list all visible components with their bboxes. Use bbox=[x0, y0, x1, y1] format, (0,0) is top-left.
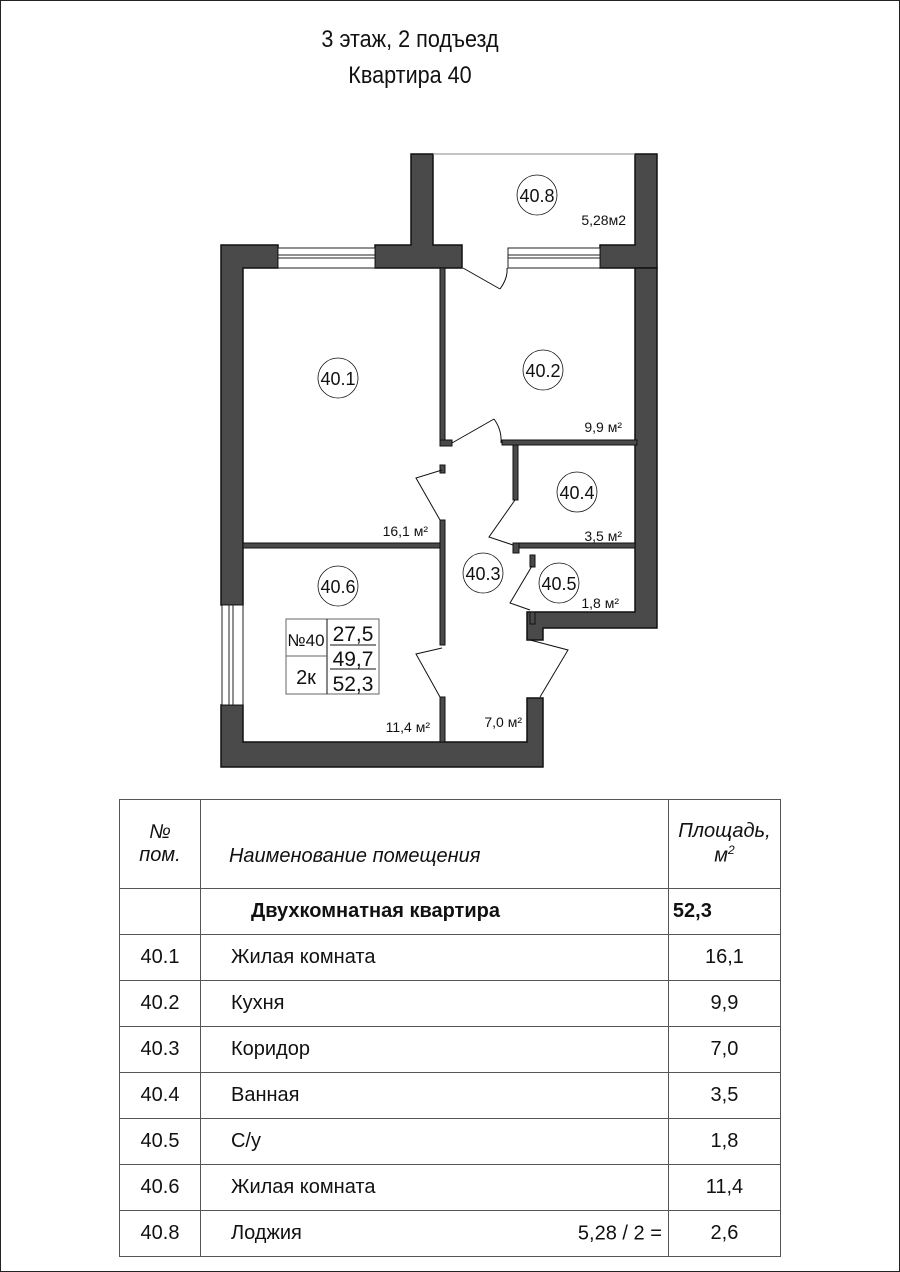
svg-text:40.1: 40.1 bbox=[320, 369, 356, 389]
svg-text:2к: 2к bbox=[296, 667, 316, 689]
room-number: 40.8 bbox=[120, 1211, 201, 1257]
svg-text:16,1 м²: 16,1 м² bbox=[382, 523, 428, 539]
svg-text:№40: №40 bbox=[287, 631, 325, 650]
apartment-total-area: 52,3 bbox=[668, 889, 780, 935]
apartment-stamp bbox=[286, 619, 379, 696]
room-area: 1,8 bbox=[668, 1119, 780, 1165]
room-area: 11,4 bbox=[668, 1165, 780, 1211]
svg-text:27,5: 27,5 bbox=[332, 623, 374, 646]
room-area: 3,5 bbox=[668, 1073, 780, 1119]
table-row bbox=[120, 1073, 781, 1119]
svg-text:1,8 м²: 1,8 м² bbox=[581, 595, 619, 611]
table-row bbox=[120, 1165, 781, 1211]
svg-text:40.2: 40.2 bbox=[525, 361, 561, 381]
header-room-name: Наименование помещения bbox=[200, 800, 668, 889]
svg-text:40.3: 40.3 bbox=[465, 564, 501, 584]
room-name: С/у bbox=[200, 1119, 668, 1165]
room-40-5 bbox=[539, 563, 619, 611]
table-header-row bbox=[120, 800, 781, 889]
room-40-8 bbox=[517, 175, 626, 228]
room-area-table bbox=[119, 799, 781, 1257]
room-name: Кухня bbox=[200, 981, 668, 1027]
room-name: Коридор bbox=[200, 1027, 668, 1073]
svg-text:49,7: 49,7 bbox=[332, 648, 374, 671]
apartment-title: Квартира 40 bbox=[348, 62, 472, 89]
room-number: 40.6 bbox=[120, 1165, 201, 1211]
apartment-type: Двухкомнатная квартира bbox=[200, 889, 668, 935]
doors bbox=[416, 268, 568, 697]
area-formula: 5,28 / 2 = bbox=[577, 1222, 662, 1244]
room-40-1 bbox=[318, 358, 428, 539]
room-number: 40.1 bbox=[120, 935, 201, 981]
room-number: 40.2 bbox=[120, 981, 201, 1027]
room-number: 40.5 bbox=[120, 1119, 201, 1165]
room-area: 16,1 bbox=[668, 935, 780, 981]
svg-text:3,5 м²: 3,5 м² bbox=[584, 528, 622, 544]
room-40-2 bbox=[523, 350, 622, 435]
table-row bbox=[120, 1211, 781, 1257]
svg-text:11,4 м²: 11,4 м² bbox=[385, 719, 430, 735]
room-name: Жилая комната bbox=[200, 1165, 668, 1211]
svg-text:40.5: 40.5 bbox=[541, 574, 577, 594]
table-row bbox=[120, 981, 781, 1027]
header-area: Площадь, $м^2$ bbox=[668, 800, 780, 889]
floor-entrance-title: 3 этаж, 2 подъезд bbox=[321, 26, 499, 53]
header-room-number: № пом. bbox=[120, 800, 201, 889]
room-name-cell bbox=[200, 1211, 668, 1257]
room-area: 9,9 bbox=[668, 981, 780, 1027]
room-name: Жилая комната bbox=[200, 935, 668, 981]
table-row bbox=[120, 935, 781, 981]
room-40-4 bbox=[557, 472, 622, 544]
svg-text:40.8: 40.8 bbox=[519, 186, 555, 206]
room-40-3 bbox=[463, 553, 522, 730]
svg-text:40.4: 40.4 bbox=[559, 483, 595, 503]
svg-text:52,3: 52,3 bbox=[332, 673, 374, 696]
svg-text:40.6: 40.6 bbox=[320, 577, 356, 597]
svg-text:7,0 м²: 7,0 м² bbox=[484, 714, 522, 730]
room-area: 2,6 bbox=[668, 1211, 780, 1257]
table-row bbox=[120, 1027, 781, 1073]
summary-row bbox=[120, 889, 781, 935]
room-name: Ванная bbox=[200, 1073, 668, 1119]
svg-text:9,9 м²: 9,9 м² bbox=[584, 419, 622, 435]
table-row bbox=[120, 1119, 781, 1165]
room-number: 40.3 bbox=[120, 1027, 201, 1073]
room-area: 7,0 bbox=[668, 1027, 780, 1073]
svg-text:5,28м2: 5,28м2 bbox=[581, 212, 626, 228]
room-name: Лоджия bbox=[230, 1222, 302, 1244]
room-number: 40.4 bbox=[120, 1073, 201, 1119]
